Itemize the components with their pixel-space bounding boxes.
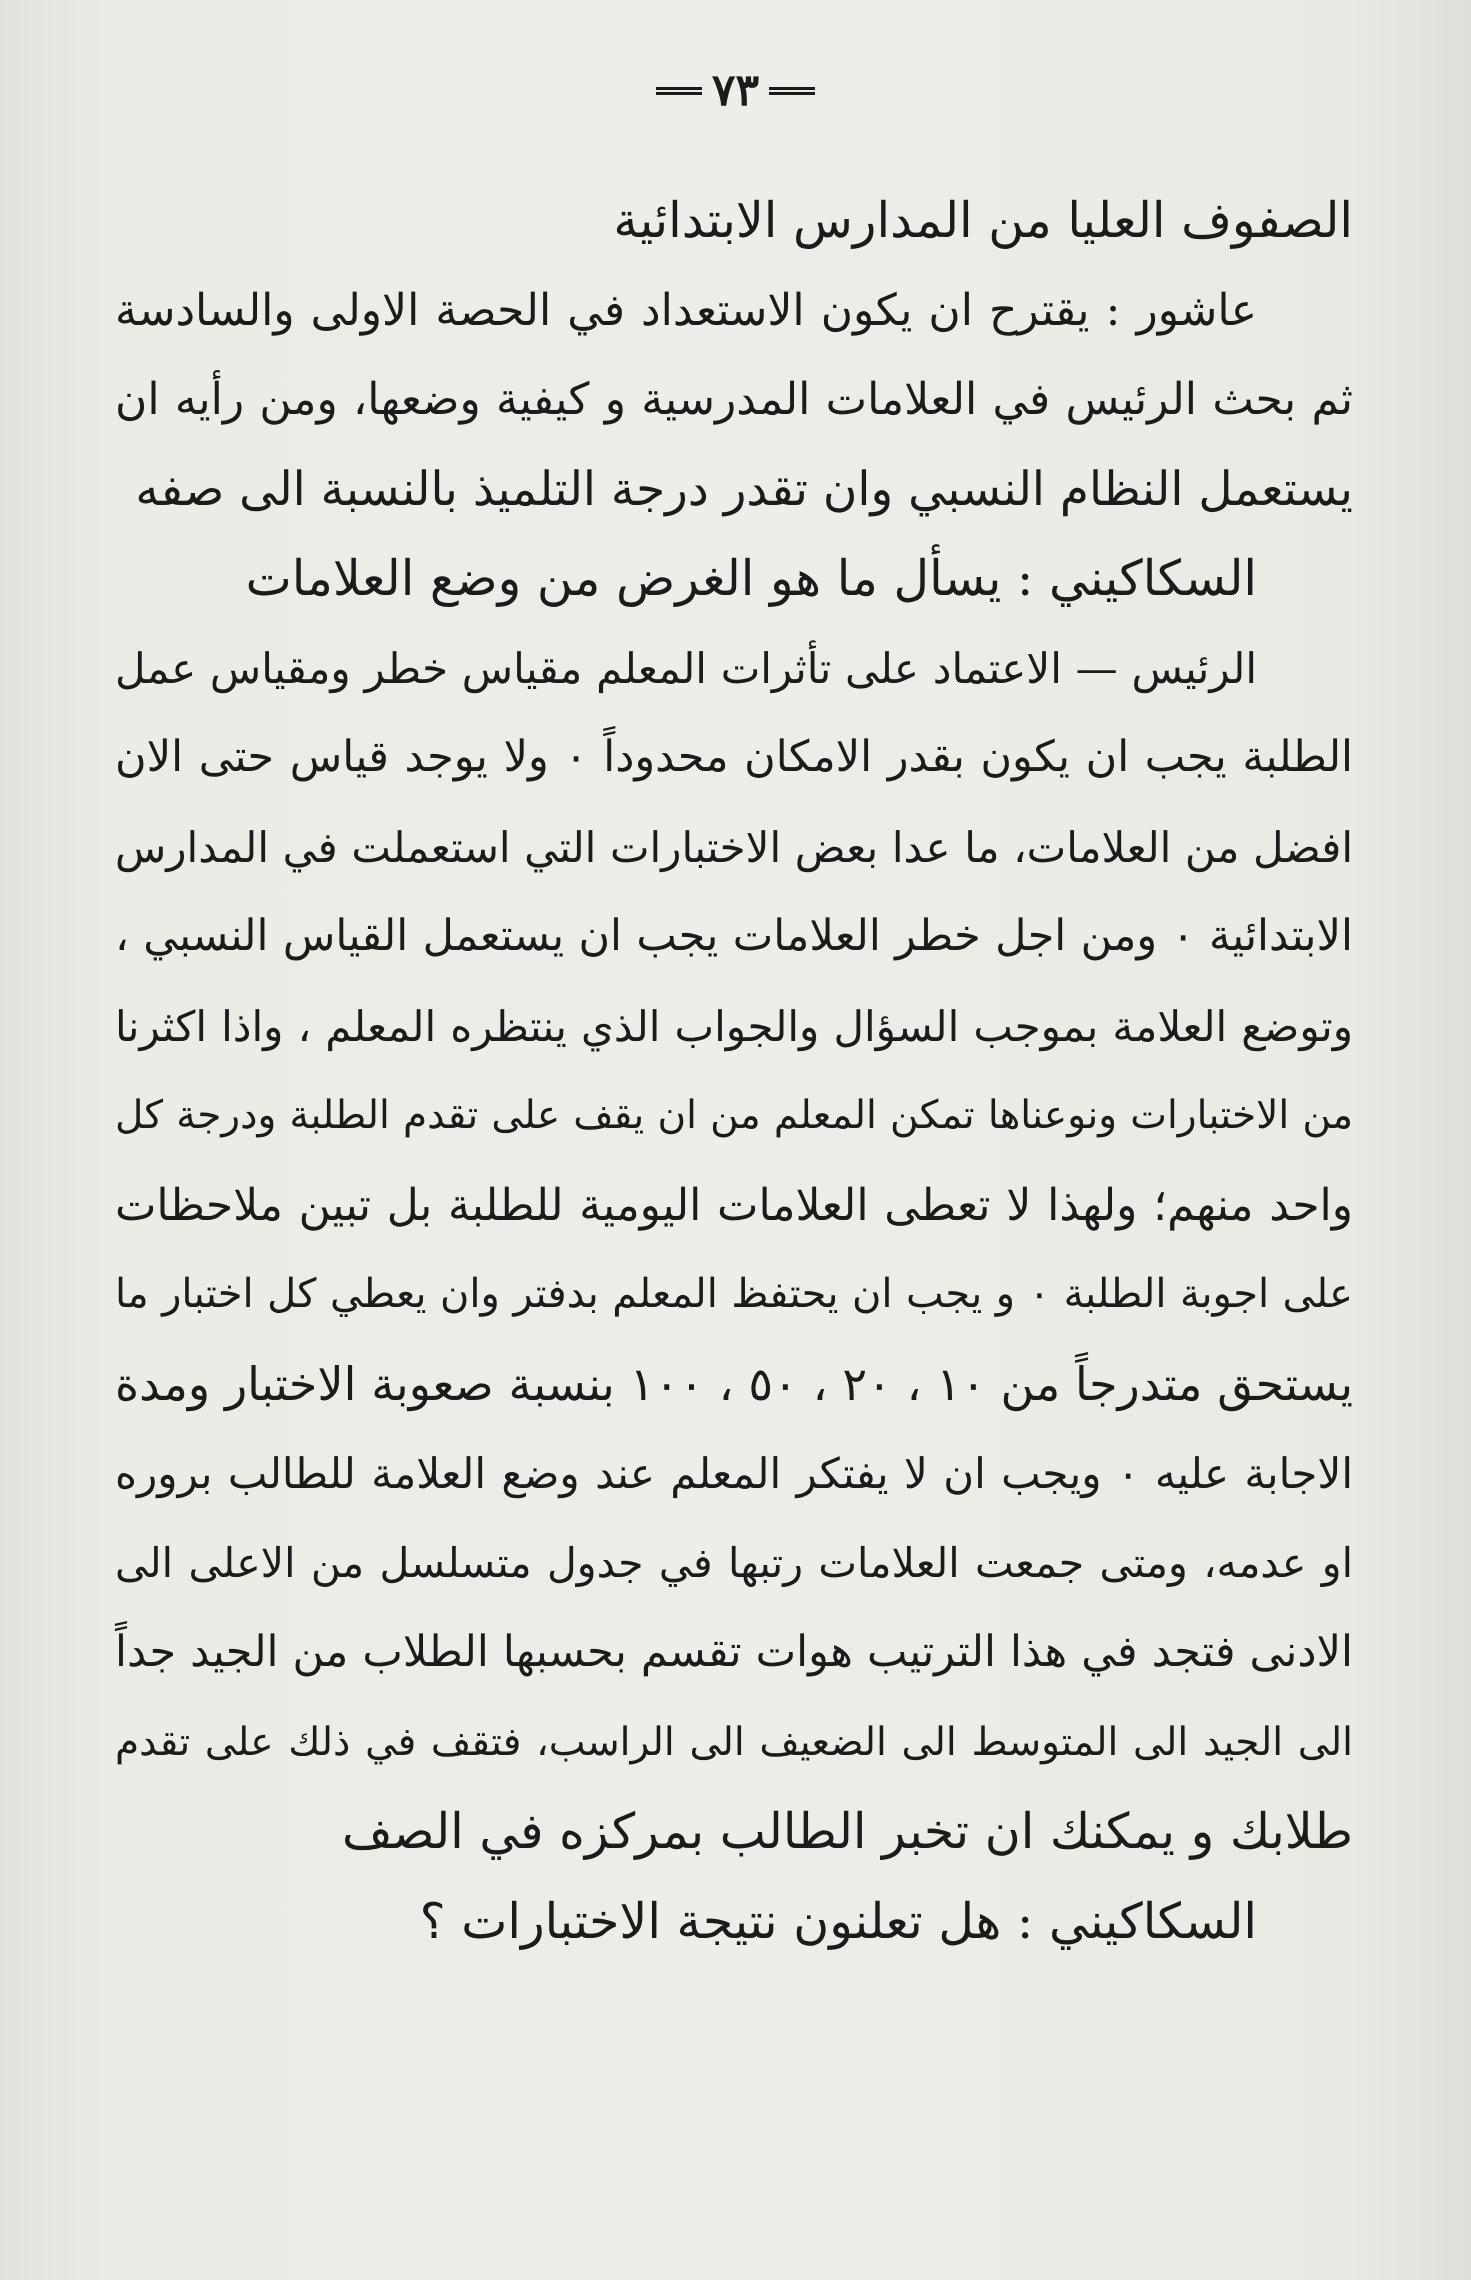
text-line: من الاختبارات ونوعناها تمكن المعلم من ان يقف على تقدم الطلبة ودرجة كل [115,1093,1353,1138]
text-line: الطلبة يجب ان يكون بقدر الامكان محدوداً ٠ ولا يوجد قياس حتى الان [115,732,1353,782]
text-line: او عدمه، ومتى جمعت العلامات رتبها في جدول متسلسل من الاعلى الى [115,1538,1353,1587]
header-rule-right [769,87,815,95]
text-line: افضل من العلامات، ما عدا بعض الاختبارات التي استعملت في المدارس [115,822,1353,872]
text-line: الادنى فتجد في هذا الترتيب هوات تقسم بحسبها الطلاب من الجيد جداً [115,1627,1353,1677]
text-line: ثم بحث الرئيس في العلامات المدرسية و كيفية وضعها، ومن رأيه ان [115,374,1353,425]
text-line: الابتدائية ٠ ومن اجل خطر العلامات يجب ان يستعمل القياس النسبي ، [115,911,1353,961]
header-rule-left [656,87,702,95]
text-line: السكاكيني : هل تعلنون نتيجة الاختبارات ؟ [419,1892,1257,1950]
text-line: عاشور : يقترح ان يكون الاستعداد في الحصة الاولى والسادسة [115,284,1257,336]
text-line: على اجوبة الطلبة ٠ و يجب ان يحتفظ المعلم بدفتر وان يعطي كل اختبار ما [115,1271,1354,1317]
text-line: الرئيس — الاعتماد على تأثرات المعلم مقياس خطر ومقياس عمل [115,643,1257,693]
text-line: طلابك و يمكنك ان تخبر الطالب بمركزه في الصف [341,1803,1353,1860]
text-line: يستعمل النظام النسبي وان تقدر درجة التلميذ بالنسبة الى صفه [135,461,1353,517]
text-line: الصفوف العليا من المدارس الابتدائية [613,192,1353,249]
page-number: ٧٣ [711,65,760,116]
text-line: الاجابة عليه ٠ ويجب ان لا يفتكر المعلم عند وضع العلامة للطالب بروره [115,1449,1353,1498]
page-body-text [115,176,1353,1966]
text-line: وتوضع العلامة بموجب السؤال والجواب الذي ينتظره المعلم ، واذا اكثرنا [115,1001,1353,1051]
page-header [0,62,1471,116]
text-line: يستحق متدرجاً من ١٠ ، ٢٠ ، ٥٠ ، ١٠٠ بنسبة صعوبة الاختبار ومدة [115,1356,1354,1411]
text-line: واحد منهم؛ ولهذا لا تعطى العلامات اليومية للطلبة بل تبين ملاحظات [115,1179,1353,1231]
text-line: الى الجيد الى المتوسط الى الضعيف الى الراسب، فتقف في ذلك على تقدم [115,1719,1353,1765]
text-line: السكاكيني : يسأل ما هو الغرض من وضع العلامات [245,550,1257,607]
